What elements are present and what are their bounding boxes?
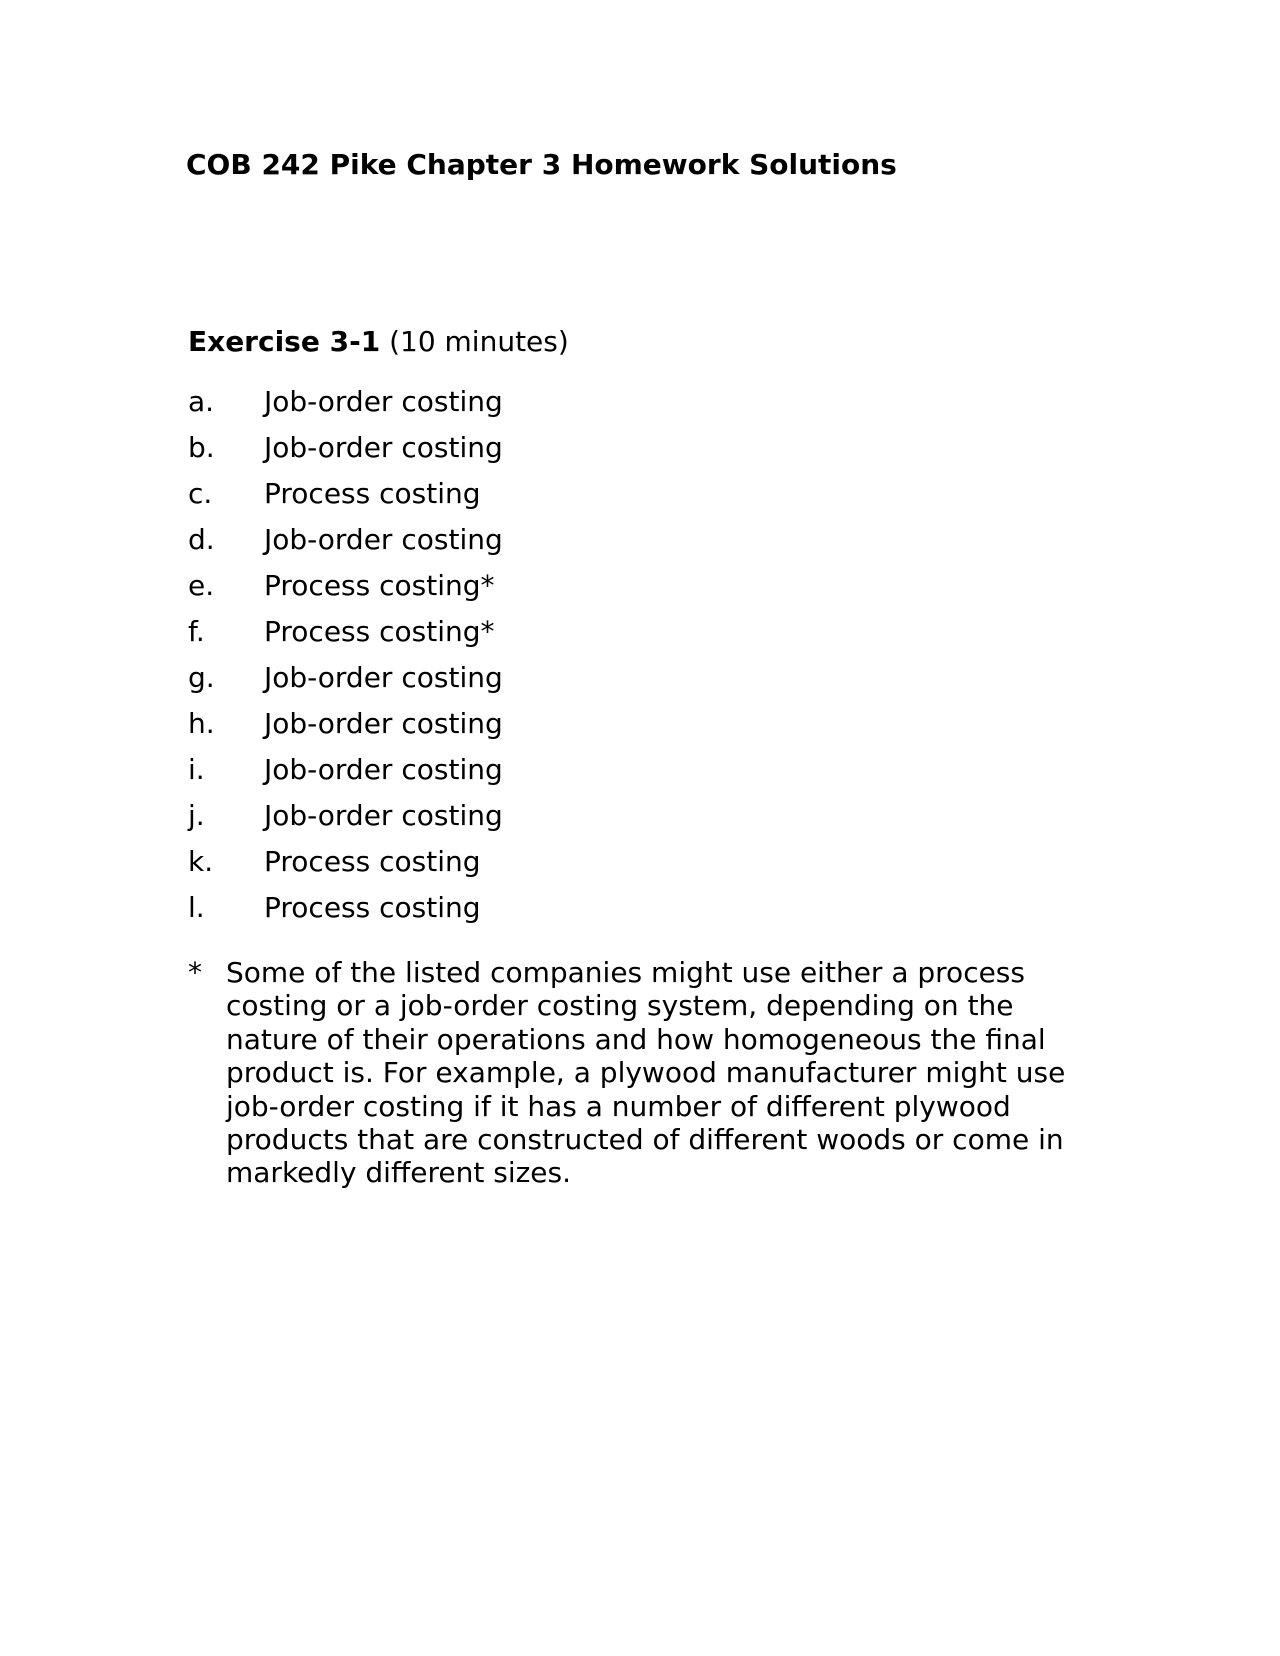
- answer-text: Job-order costing: [264, 385, 503, 418]
- answer-letter: k.: [188, 845, 214, 878]
- answer-text: Job-order costing: [264, 799, 503, 832]
- answer-text: Process costing*: [264, 615, 495, 648]
- answer-text: Process costing*: [264, 569, 495, 602]
- footnote: [188, 956, 1088, 1190]
- exercise-name: Exercise 3-1: [188, 325, 381, 358]
- answer-letter: e.: [188, 569, 215, 602]
- answer-text: Process costing: [264, 845, 481, 878]
- answer-letter: a.: [188, 385, 215, 418]
- exercise-heading: [188, 324, 569, 360]
- answer-letter: i.: [188, 753, 205, 786]
- footnote-text: Some of the listed companies might use either a process costing or a job-order costing system, depending on the nature of their operations and how homogeneous the final product is. For example, a plywood manufacturer might use job-order costing if it has a number of different plywood products that are constructed of different woods or come in markedly different sizes.: [226, 956, 1066, 1190]
- answer-text: Process costing: [264, 891, 481, 924]
- answer-text: Job-order costing: [264, 753, 503, 786]
- page-title: COB 242 Pike Chapter 3 Homework Solutions: [186, 148, 897, 181]
- answer-text: Job-order costing: [264, 661, 503, 694]
- answer-letter: l.: [188, 891, 205, 924]
- answer-letter: b.: [188, 431, 215, 464]
- answer-text: Job-order costing: [264, 523, 503, 556]
- answer-text: Job-order costing: [264, 431, 503, 464]
- answer-letter: g.: [188, 661, 215, 694]
- answer-text: Process costing: [264, 477, 481, 510]
- exercise-time: (10 minutes): [389, 325, 569, 358]
- answer-letter: h.: [188, 707, 215, 740]
- footnote-mark: *: [188, 956, 202, 989]
- answer-text: Job-order costing: [264, 707, 503, 740]
- answer-letter: f.: [188, 615, 205, 648]
- answer-letter: c.: [188, 477, 213, 510]
- answer-letter: d.: [188, 523, 215, 556]
- answer-letter: j.: [188, 799, 205, 832]
